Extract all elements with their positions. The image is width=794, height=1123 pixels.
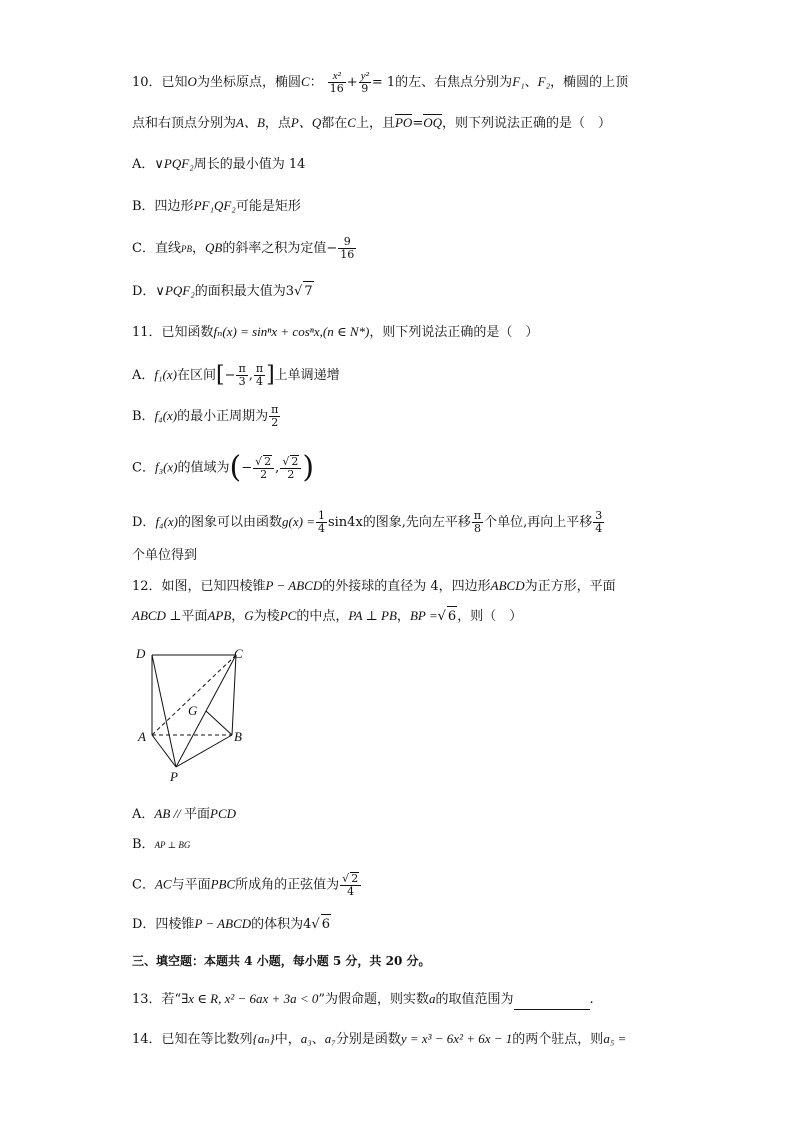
option-text: 可能是矩形 (235, 199, 301, 214)
frac-den: 8 (474, 522, 482, 535)
option-label: C． (132, 877, 155, 893)
option-text: 的最小正周期为 (177, 409, 269, 424)
paren-left: ( (229, 450, 242, 485)
function-f1: f₁(x) (154, 367, 177, 382)
minus-sign: − (241, 460, 253, 476)
frac-den: 2 (260, 468, 268, 481)
plane-apb: APB (207, 608, 232, 623)
pa-perp-pb: PA ⊥ PB (348, 608, 397, 623)
option-label: C． (132, 460, 155, 476)
option-text: 与平面 (171, 877, 211, 893)
q12-option-c (132, 872, 362, 898)
q12-text: ，则（ ） (457, 609, 523, 624)
answer-blank[interactable] (514, 995, 590, 1010)
q10-text: ，则下列说法正确的是（ ） (442, 116, 612, 131)
minus-sign: − (224, 368, 236, 383)
pyramid-name: P − ABCD (265, 578, 323, 593)
q10-text: 的左、右焦点分别为 (395, 75, 513, 90)
q10-stem: 10．已知 (132, 75, 188, 90)
frac-num: 9 (338, 236, 356, 249)
option-text: 所成角的正弦值为 (235, 877, 340, 893)
frac-1-4 (316, 510, 327, 535)
q11-option-b (132, 404, 281, 429)
option-text: 上单调递增 (274, 368, 340, 383)
frac-pi-2 (269, 404, 280, 429)
q10-option-a (132, 154, 305, 175)
separator: 、 (311, 1032, 325, 1047)
paren-right: ) (302, 450, 315, 485)
frac-den: 4 (255, 375, 263, 388)
option-text: 的图象可以由函数 (178, 515, 283, 530)
function-f4: f₄(x) (155, 514, 178, 529)
line-ac: AC (154, 876, 172, 892)
line-qb: QB (204, 240, 223, 255)
equals-sign: = (412, 116, 424, 131)
option-label: D． (132, 515, 156, 530)
vertices-ab: A、B (236, 115, 265, 130)
frac-num: π (255, 362, 264, 375)
option-label: B．四边形 (132, 199, 194, 214)
edge-cb (232, 655, 236, 735)
sin-term: sin4x (327, 515, 363, 530)
radicand: 7 (303, 281, 313, 302)
minus-sign: − (326, 241, 338, 256)
option-text: 周长的最小值为 14 (193, 157, 306, 172)
q10-text: ，椭圆的上顶 (550, 75, 629, 90)
segment-ac-dashed (152, 655, 236, 735)
option-text: 个单位,再向上平移 (484, 515, 593, 530)
q11-text: ，则下列说法正确的是（ ） (369, 325, 539, 340)
q14-text: 14．已知在等比数列 (132, 1032, 253, 1047)
function-f3: f₃(x) (154, 459, 178, 475)
label-g: G (188, 703, 198, 718)
q12-option-b (132, 835, 190, 855)
radicand: 6 (447, 606, 457, 627)
q10-line1 (132, 70, 628, 95)
existential-statement: ∃x ∈ R, x² − 6ax + 3a < 0 (181, 991, 319, 1006)
bp-length: BP = (409, 608, 438, 623)
q10-text: ，点 (264, 116, 291, 131)
frac-num: 3 (595, 509, 603, 522)
frac-pi-4 (254, 363, 265, 388)
separator: ， (191, 241, 205, 256)
frac-den: 16 (329, 82, 344, 95)
origin-symbol: O (187, 74, 197, 89)
q12-stem (132, 576, 616, 597)
separator: 、 (524, 75, 538, 90)
frac-num: π (271, 403, 279, 416)
segment-gb (206, 711, 232, 735)
q12-text: 为正方形，平面 (524, 579, 616, 594)
q10-option-b (132, 196, 301, 217)
q12-text: 平面 (181, 609, 208, 624)
plane-abcd-perp: ABCD ⊥ (132, 608, 182, 623)
pyramid-name: P − ABCD (194, 916, 252, 931)
q10-text: 为坐标原点，椭圆 (196, 75, 301, 90)
frac-x2-16 (328, 70, 346, 95)
option-text: 的图象,先向左平移 (362, 515, 471, 530)
q14-stem (132, 1029, 626, 1050)
term-a5: a₅ = (603, 1031, 627, 1046)
q12-text: 的外接球的直径为 4，四边形 (322, 579, 491, 594)
coefficient: 3 (285, 284, 295, 299)
label-c: C (234, 646, 243, 661)
triangle-pqf2: PQF₂ (164, 283, 195, 298)
cubic-function: y = x³ − 6x² + 6x − 1 (400, 1031, 513, 1046)
q14-text: 中， (274, 1032, 301, 1047)
q11-option-a (132, 363, 340, 388)
ellipse-symbol: C (300, 74, 310, 89)
frac-den: 16 (340, 248, 355, 261)
q11-option-d (132, 510, 605, 535)
comma: , (248, 368, 253, 383)
q10-text: 上，且 (355, 116, 395, 131)
square-name: ABCD (490, 578, 525, 593)
bracket-left: [ (215, 362, 225, 388)
q10-line2 (132, 113, 611, 134)
frac-den: 4 (347, 885, 355, 898)
triangle-pqf2: PQF₂ (163, 156, 194, 171)
frac-root2-4: $\frac{√ 2}{4}$ (340, 872, 361, 898)
q13-text: 的取值范围为 (435, 992, 514, 1007)
term-a7: a₇ (324, 1031, 336, 1046)
frac-den: 4 (595, 522, 603, 535)
line-pb: PB (180, 244, 192, 254)
option-label: B． (132, 837, 155, 852)
frac-pi-3 (236, 363, 247, 388)
label-b: B (234, 729, 242, 744)
frac-y2-9 (359, 70, 371, 95)
points-pq: P、Q (290, 115, 322, 130)
option-label: D．∨ (132, 284, 165, 299)
plane-pbc: PBC (210, 876, 236, 892)
q13-text: 13．若“ (132, 992, 182, 1007)
frac-root2-2: $\frac{√ 2}{2}$ (280, 455, 301, 481)
comma: , (275, 460, 280, 476)
radicand: 2 (291, 455, 299, 468)
q12-text: 的中点， (296, 609, 349, 624)
variable-a: a (429, 991, 436, 1006)
q10-text: 都在 (321, 116, 348, 131)
frac-num: y² (360, 70, 369, 82)
frac-3-4 (593, 510, 604, 535)
q11-option-c (132, 450, 315, 485)
option-text: 的值域为 (177, 460, 230, 476)
option-label: A．∨ (132, 157, 164, 172)
radicand: 2 (264, 455, 272, 468)
option-label: A． (132, 368, 155, 383)
label-p: P (170, 769, 178, 783)
q12-option-a (132, 804, 236, 825)
ellipse-symbol: C (347, 115, 356, 130)
frac-den: 3 (238, 375, 246, 388)
sequence-an: {aₙ} (252, 1031, 275, 1046)
function-def: fₙ(x) = sinⁿx + cosⁿx, (213, 324, 323, 339)
frac-den: 2 (271, 416, 279, 429)
option-label: A． (132, 807, 155, 822)
period: . (589, 992, 594, 1007)
q12-text: ， (231, 609, 245, 624)
q11-stem (132, 322, 538, 343)
option-text: 个单位得到 (132, 548, 198, 563)
q12-option-d: D．四棱锥P − ABCD的体积为4√ 6 (132, 914, 331, 935)
frac-9-16 (338, 236, 356, 261)
frac-root2-2: $\frac{√ 2}{2}$ (253, 455, 274, 481)
q12-text: 12．如图，已知四棱锥 (132, 579, 266, 594)
frac-num: π (473, 509, 482, 522)
function-f4: f₄(x) (154, 408, 178, 423)
frac-num: x² (328, 70, 346, 83)
option-text: 的斜率之积为定值 (222, 241, 327, 256)
vector-oq: OQ (423, 115, 442, 130)
option-text: 平面 (184, 807, 211, 822)
q10-option-d: D．∨PQF₂的面积最大值为3√ 7 (132, 281, 314, 302)
vector-po: PO (394, 115, 413, 130)
option-text: 的体积为 (251, 917, 304, 932)
q10-text: 点和右顶点分别为 (132, 116, 237, 131)
q13-text: ”为假命题，则实数 (318, 992, 430, 1007)
ap-perp-bg: AP ⊥ BG (154, 840, 191, 850)
option-label: C．直线 (132, 241, 181, 256)
focus-f1: F₁ (512, 74, 525, 89)
section-heading: 三、填空题：本题共 4 小题，每小题 5 分，共 20 分。 (132, 954, 431, 968)
option-text: 在区间 (176, 368, 216, 383)
plane-pcd: PCD (210, 806, 237, 821)
plus-sign: + (346, 75, 358, 90)
frac-pi-8 (472, 510, 483, 535)
q13-stem (132, 989, 594, 1010)
term-a3: a₃ (300, 1031, 312, 1046)
bracket-right: ] (266, 362, 275, 388)
q14-text: 分别是函数 (335, 1032, 401, 1047)
frac-num: 1 (317, 509, 325, 522)
label-a: A (138, 729, 146, 744)
q11-text: 11．已知函数 (132, 325, 214, 340)
option-label: B． (132, 409, 155, 424)
q14-text: 的两个驻点，则 (512, 1032, 604, 1047)
focus-f2: F₂ (537, 74, 551, 89)
frac-den: 2 (287, 468, 295, 481)
option-label: D．四棱锥 (132, 917, 195, 932)
label-d: D (136, 646, 146, 661)
radicand: 6 (321, 914, 331, 935)
q12-stem-line2: ABCD ⊥平面APB，G为棱PC的中点，PA ⊥ PB，BP =√ 6，则（ ） (132, 606, 522, 627)
ab-parallel: AB // (154, 806, 184, 821)
radicand: 2 (351, 872, 359, 885)
option-text: 的面积最大值为 (194, 284, 286, 299)
edge-pc: PC (279, 608, 297, 623)
frac-den: 4 (317, 522, 325, 535)
point-g: G (244, 608, 254, 623)
frac-den: 9 (361, 82, 369, 95)
quad-pf1qf2: PF₁QF₂ (193, 198, 236, 213)
function-g: g(x) = (282, 514, 315, 529)
q12-text: ， (396, 609, 410, 624)
q10-option-c (132, 236, 357, 261)
pyramid-figure (132, 643, 252, 783)
q11-option-d-cont (132, 546, 197, 566)
equals-one: = 1 (371, 75, 396, 90)
frac-num: π (238, 362, 246, 375)
q12-text: 为棱 (253, 609, 280, 624)
colon: ： (309, 75, 323, 90)
coefficient: 4 (303, 917, 312, 932)
domain-condition: (n ∈ N*) (322, 324, 370, 339)
